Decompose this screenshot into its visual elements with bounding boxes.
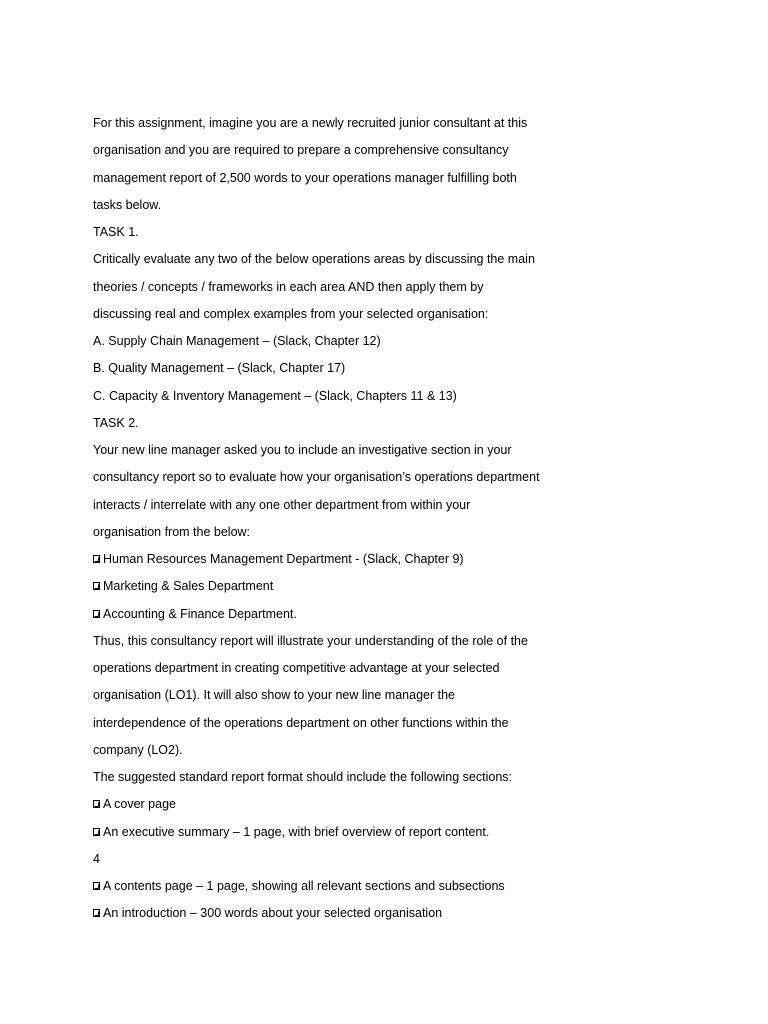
paragraph-line: management report of 2,500 words to your operations manager fulfilling both [93, 170, 517, 185]
option-item: C. Capacity & Inventory Management – (Slack, Chapters 11 & 13) [93, 388, 457, 403]
list-item-label: An executive summary – 1 page, with brief overview of report content. [103, 824, 490, 839]
paragraph-line: Your new line manager asked you to include an investigative section in your [93, 443, 512, 457]
paragraph-line: Thus, this consultancy report will illustrate your understanding of the role of the [93, 633, 528, 648]
checkbox-bullet-icon [93, 909, 100, 917]
paragraph-line: company (LO2). [93, 742, 183, 757]
list-item [93, 821, 733, 848]
list-item [93, 793, 733, 820]
list-item [93, 548, 733, 575]
list-item-label: A contents page – 1 page, showing all relevant sections and subsections [103, 879, 505, 893]
paragraph-line: discussing real and complex examples from your selected organisation: [93, 306, 489, 321]
option-item: B. Quality Management – (Slack, Chapter 17) [93, 361, 346, 376]
list-item [93, 902, 733, 929]
list-item [93, 575, 733, 602]
paragraph-line: The suggested standard report format should include the following sections: [93, 770, 512, 784]
checkbox-bullet-icon [93, 555, 100, 563]
page-number: 4 [93, 851, 100, 866]
list-item [93, 875, 733, 902]
paragraph-line: organisation and you are required to prepare a comprehensive consultancy [93, 143, 509, 158]
list-item-label: An introduction – 300 words about your selected organisation [103, 906, 443, 921]
list-item-label: Marketing & Sales Department [103, 579, 274, 594]
paragraph-line: theories / concepts / frameworks in each area AND then apply them by [93, 279, 484, 294]
document-body [93, 112, 733, 930]
list-item-label: A cover page [103, 797, 176, 812]
list-item-label: Human Resources Management Department - (Slack, Chapter 9) [103, 552, 464, 566]
paragraph-line: interacts / interrelate with any one other department from within your [93, 497, 471, 512]
paragraph-line: operations department in creating competitive advantage at your selected [93, 661, 500, 675]
paragraph-line: Critically evaluate any two of the below operations areas by discussing the main [93, 252, 535, 267]
paragraph-line: tasks below. [93, 197, 162, 212]
list-item-label: Accounting & Finance Department. [103, 606, 297, 621]
paragraph-line: For this assignment, imagine you are a newly recruited junior consultant at this [93, 116, 528, 130]
task-heading: TASK 2. [93, 415, 139, 430]
paragraph-line: consultancy report so to evaluate how your organisation’s operations department [93, 470, 540, 485]
checkbox-bullet-icon [93, 828, 100, 836]
checkbox-bullet-icon [93, 582, 100, 590]
paragraph-line: organisation (LO1). It will also show to your new line manager the [93, 688, 455, 703]
paragraph-line: interdependence of the operations department on other functions within the [93, 715, 509, 730]
checkbox-bullet-icon [93, 800, 100, 808]
paragraph-line: organisation from the below: [93, 524, 251, 539]
task-heading: TASK 1. [93, 225, 139, 239]
checkbox-bullet-icon [93, 882, 100, 890]
checkbox-bullet-icon [93, 610, 100, 618]
option-item: A. Supply Chain Management – (Slack, Chapter 12) [93, 334, 381, 348]
list-item [93, 603, 733, 630]
